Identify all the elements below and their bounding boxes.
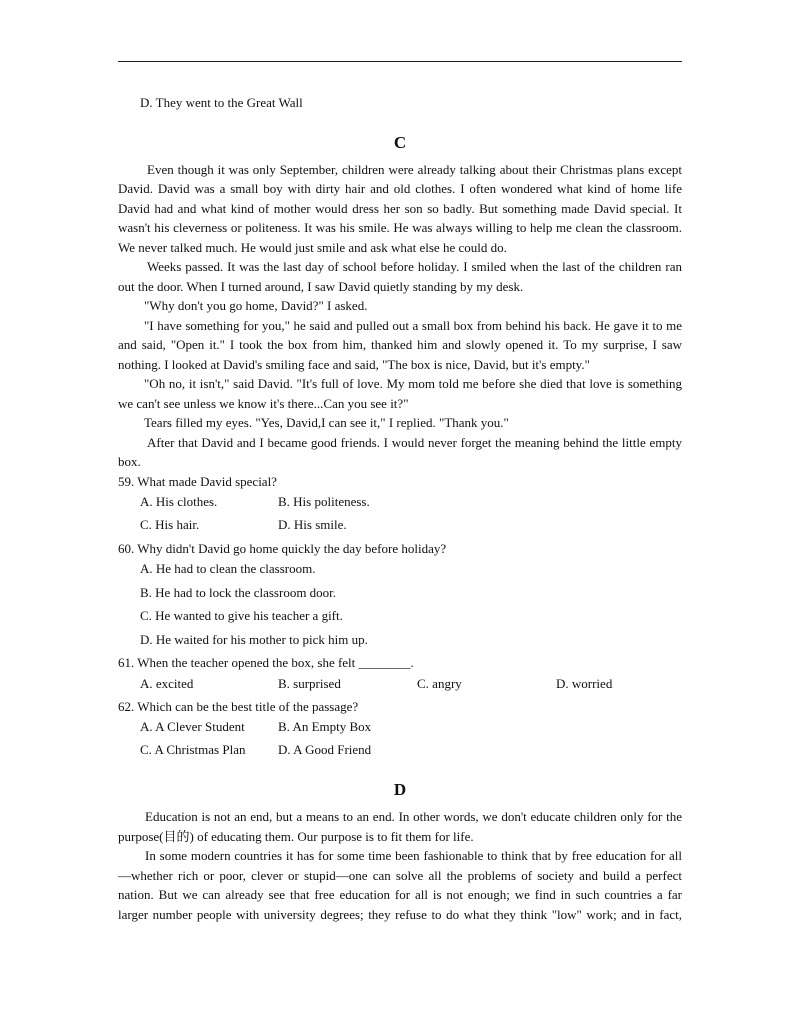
passage-c-line: "Why don't you go home, David?" I asked.: [144, 298, 368, 313]
question-60-option-c: C. He wanted to give his teacher a gift.: [140, 608, 343, 623]
passage-d-line: —whether rich or poor, clever or stupid—one can solve all the problems of society and build a perfect: [118, 868, 682, 883]
passage-c-line: nothing. I looked at David's smiling face and said, "The box is nice, David, but it's empty.": [118, 357, 590, 372]
question-60-stem: 60. Why didn't David go home quickly the day before holiday?: [118, 541, 447, 556]
passage-c-line: Tears filled my eyes. "Yes, David,I can see it," I replied. "Thank you.": [144, 415, 509, 430]
question-61-option-d: D. worried: [556, 676, 613, 691]
passage-c-line: Even though it was only September, children were already talking about their Christmas plans except: [147, 162, 682, 177]
passage-c-line: We never talked much. He would just smile and ask what else he could do.: [118, 240, 507, 255]
passage-d-line: larger number people with university degrees; they refuse to do what they think "low" work; and in fact,: [118, 907, 682, 922]
header-rule: [118, 61, 682, 62]
passage-d-line: Education is not an end, but a means to an end. In other words, we don't educate children only for the: [145, 809, 682, 824]
passage-d-line: nation. But we can already see that free education for all is not enough; we find in such countries a far: [118, 887, 682, 902]
passage-d-line: purpose(目的) of educating them. Our purpose is to fit them for life.: [118, 829, 474, 844]
passage-c-line: out the door. When I turned around, I saw David quietly standing by my desk.: [118, 279, 524, 294]
passage-c-line: David had and what kind of mother would dress her son so badly. But something made David special. It: [118, 201, 682, 216]
passage-d-line: In some modern countries it has for some time been fashionable to think that by free education for all: [145, 848, 682, 863]
passage-c-line: Weeks passed. It was the last day of school before holiday. I smiled when the last of the children ran: [147, 259, 682, 274]
question-61-option-b: B. surprised: [278, 676, 341, 691]
question-59-option-a: A. His clothes.: [140, 494, 218, 509]
question-62-option-a: A. A Clever Student: [140, 719, 245, 734]
passage-c-line: box.: [118, 454, 141, 469]
question-62-option-c: C. A Christmas Plan: [140, 742, 246, 757]
passage-c-line: we can't see unless we know it's there...Can you see it?": [118, 396, 409, 411]
question-62-option-b: B. An Empty Box: [278, 719, 372, 734]
question-61-option-c: C. angry: [417, 676, 462, 691]
question-62-option-d: D. A Good Friend: [278, 742, 372, 757]
passage-c-line: "Oh no, it isn't," said David. "It's full of love. My mom told me before she died that love is something: [144, 376, 682, 391]
question-59-option-d: D. His smile.: [278, 517, 347, 532]
question-62-stem: 62. Which can be the best title of the passage?: [118, 699, 359, 714]
passage-c-line: "I have something for you," he said and pulled out a small box from behind his back. He gave it to me: [144, 318, 682, 333]
exam-page: [118, 0, 682, 1035]
passage-c-line: After that David and I became good friends. I would never forget the meaning behind the little empty: [147, 435, 682, 450]
question-60-option-a: A. He had to clean the classroom.: [140, 561, 316, 576]
question-61-option-a: A. excited: [140, 676, 194, 691]
passage-c-line: and said, "Open it." I took the box from him, thanked him and slowly opened it. To my surprise, I saw: [118, 337, 682, 352]
question-60-option-b: B. He had to lock the classroom door.: [140, 585, 337, 600]
question-61-stem: 61. When the teacher opened the box, she felt ________.: [118, 655, 414, 670]
question-60-option-d: D. He waited for his mother to pick him up.: [140, 632, 368, 647]
passage-c-line: wasn't his cleverness or politeness. It was his smile. He was always willing to help me clean the classroom.: [118, 220, 682, 235]
prev-question-option-d: D. They went to the Great Wall: [140, 95, 303, 110]
question-59-option-b: B. His politeness.: [278, 494, 370, 509]
section-d-heading: D: [393, 780, 407, 799]
question-59-option-c: C. His hair.: [140, 517, 200, 532]
passage-c-line: David. David was a small boy with dirty hair and old clothes. I often wondered what kind of home life: [118, 181, 682, 196]
section-c-heading: C: [393, 133, 407, 152]
question-59-stem: 59. What made David special?: [118, 474, 277, 489]
